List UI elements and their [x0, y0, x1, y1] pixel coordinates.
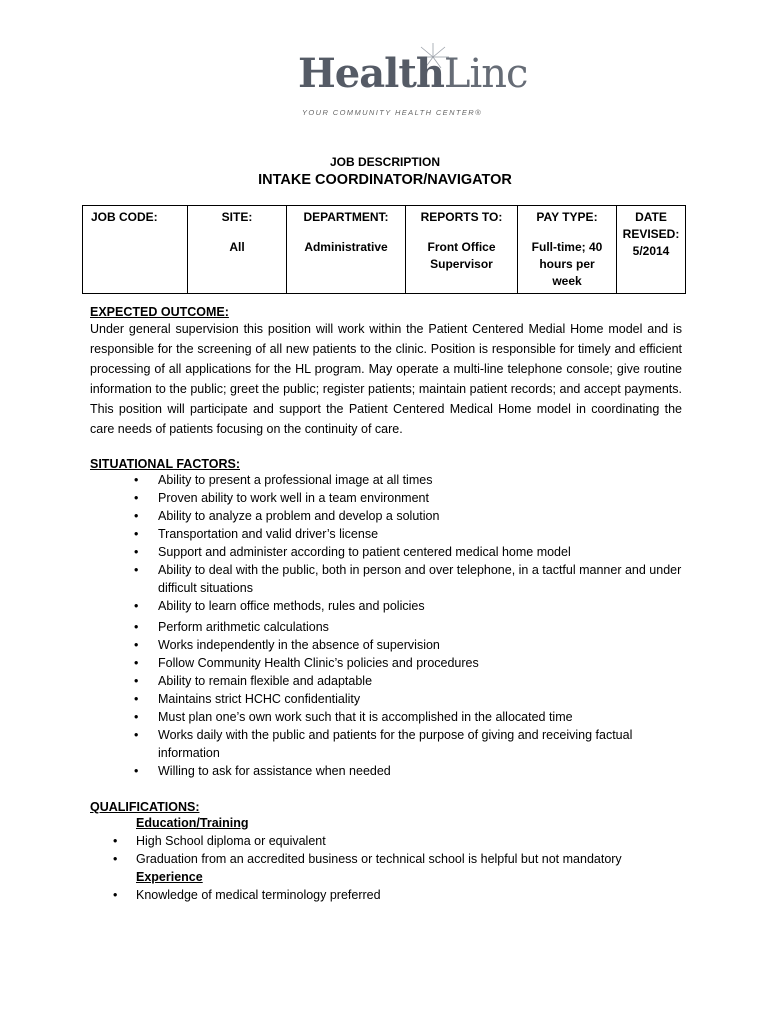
job-code-label: JOB CODE:	[91, 210, 158, 224]
list-item: • Willing to ask for assistance when needed	[90, 762, 682, 780]
job-title: INTAKE COORDINATOR/NAVIGATOR	[258, 172, 512, 188]
pay-type-cell	[518, 206, 617, 294]
list-item: • Perform arithmetic calculations	[90, 618, 682, 636]
job-info-table	[82, 205, 686, 294]
site-label: SITE:	[221, 210, 253, 224]
logo-tagline: YOUR COMMUNITY HEALTH CENTER®	[302, 108, 483, 117]
healthlinc-logo	[290, 46, 528, 124]
job-code-cell	[83, 206, 188, 294]
department-label: DEPARTMENT:	[303, 210, 389, 224]
reports-to-value-line2: Supervisor	[430, 257, 493, 271]
situational-factors-heading: SITUATIONAL FACTORS:	[90, 457, 240, 471]
department-value: Administrative	[304, 240, 388, 254]
logo-wordmark	[298, 50, 528, 97]
reports-to-cell	[406, 206, 518, 294]
list-item: • Works independently in the absence of supervision	[90, 636, 682, 654]
list-item: • Graduation from an accredited business or technical school is helpful but not mandatory	[90, 850, 682, 868]
date-revised-value: 5/2014	[632, 244, 670, 258]
situational-factors-section	[90, 457, 682, 780]
list-item: • Ability to deal with the public, both in person and over telephone, in a tactful manner and under difficult situations	[90, 561, 682, 597]
list-item: • High School diploma or equivalent	[90, 832, 682, 850]
date-revised-cell	[617, 206, 686, 294]
reports-to-value-line1: Front Office	[427, 240, 496, 254]
list-item: • Knowledge of medical terminology preferred	[90, 886, 682, 904]
experience-list	[90, 886, 682, 904]
list-item: • Ability to learn office methods, rules and policies	[90, 597, 682, 615]
list-item: • Transportation and valid driver’s license	[90, 525, 682, 543]
expected-outcome-text: Under general supervision this position will work within the Patient Centered Medial Home model and is responsible for the screening of all new patients to the clinic. Position is responsible for timely and efficient processing of all applications for the HL program. May operate a multi-line telephone console; give routine information to the public; greet the public; register patients; maintain patient records; and accept payments. This position will participate and support the Patient Centered Medical Home model in coordinating the care needs of patients focusing on the continuity of care.	[90, 322, 682, 436]
list-item: • Ability to remain flexible and adaptable	[90, 672, 682, 690]
expected-outcome-heading: EXPECTED OUTCOME:	[90, 305, 229, 319]
list-item: • Must plan one’s own work such that it is accomplished in the allocated time	[90, 708, 682, 726]
list-item: • Works daily with the public and patients for the purpose of giving and receiving factual information	[90, 726, 682, 762]
job-info-row	[83, 206, 686, 294]
education-list	[90, 832, 682, 868]
list-item: • Follow Community Health Clinic’s policies and procedures	[90, 654, 682, 672]
pay-type-value-line2: hours per	[539, 257, 595, 271]
logo-brand-light: Linc	[443, 51, 528, 97]
qualifications-section	[90, 800, 682, 904]
pay-type-label: PAY TYPE:	[536, 210, 598, 224]
education-heading: Education/Training	[136, 816, 249, 830]
list-item: • Maintains strict HCHC confidentiality	[90, 690, 682, 708]
experience-heading: Experience	[136, 870, 203, 884]
situational-factors-list	[90, 471, 682, 780]
doc-title: JOB DESCRIPTION	[329, 155, 440, 169]
date-revised-label-line2: REVISED:	[622, 227, 680, 241]
list-item: • Support and administer according to patient centered medical home model	[90, 543, 682, 561]
date-revised-label-line1: DATE	[635, 210, 667, 224]
expected-outcome-section	[90, 305, 682, 439]
logo-brand-bold: Health	[298, 50, 444, 97]
reports-to-label: REPORTS TO:	[420, 210, 503, 224]
list-item: • Ability to analyze a problem and develop a solution	[90, 507, 682, 525]
list-item: • Proven ability to work well in a team environment	[90, 489, 682, 507]
department-cell	[287, 206, 406, 294]
pay-type-value-line3: week	[552, 274, 582, 288]
site-cell	[188, 206, 287, 294]
site-value: All	[229, 240, 245, 254]
qualifications-heading: QUALIFICATIONS:	[90, 800, 200, 814]
pay-type-value-line1: Full-time; 40	[531, 240, 603, 254]
list-item: • Ability to present a professional image at all times	[90, 471, 682, 489]
